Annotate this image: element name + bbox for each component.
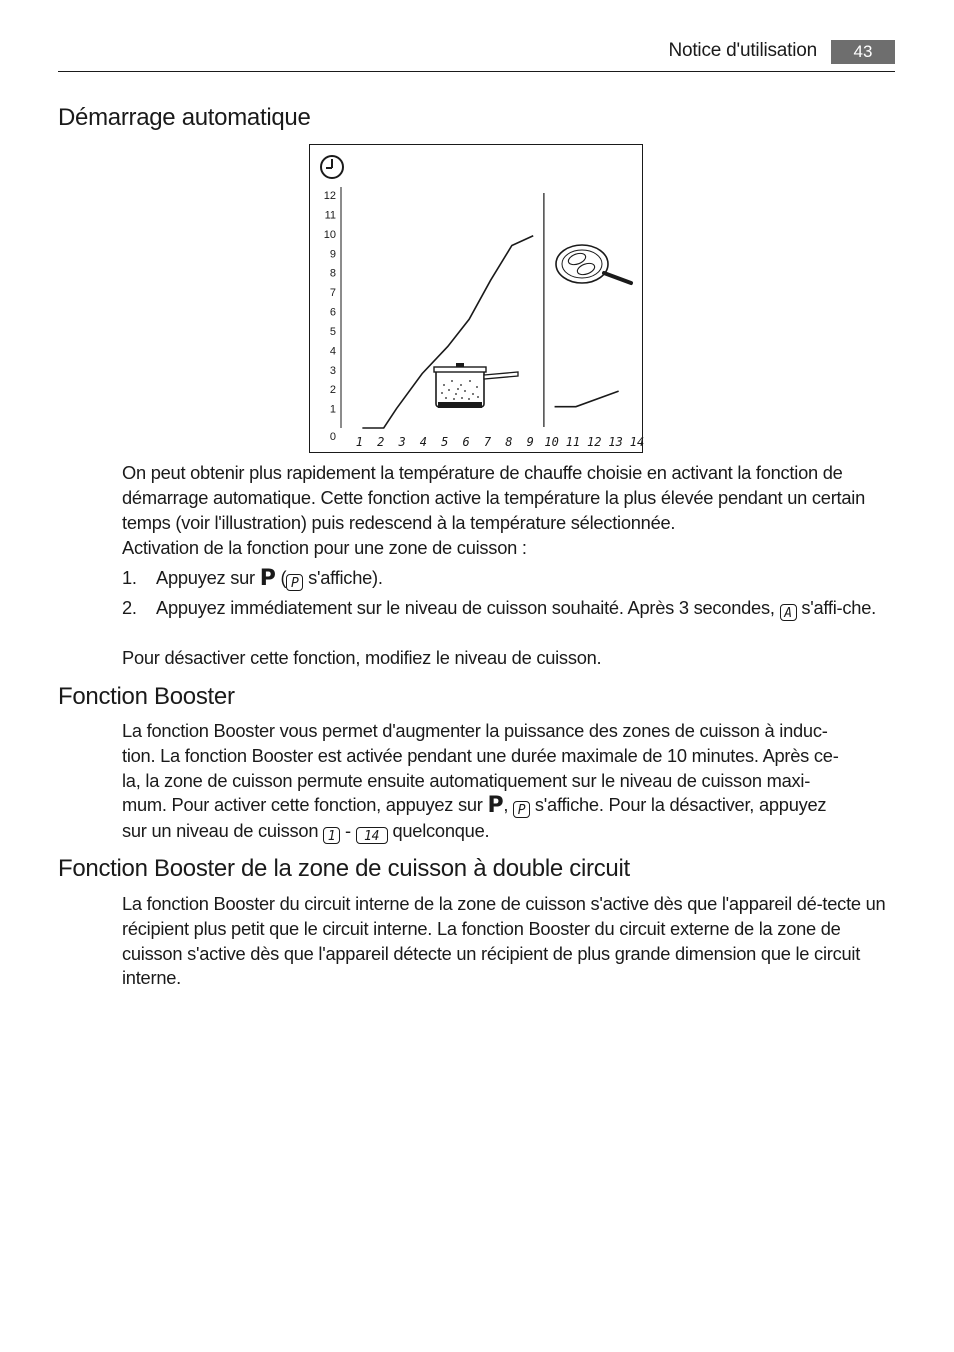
x-tick-label: 14 (629, 435, 644, 449)
y-tick-label: 2 (329, 384, 336, 397)
display-a-icon: A (780, 604, 797, 621)
booster-key-icon: P (259, 566, 276, 591)
display-level-max-icon: 14 (356, 827, 388, 844)
step-2-text-before: Appuyez immédiatement sur le niveau de cuisson souhaité. Après 3 secondes, (156, 597, 775, 618)
x-tick-labels (356, 435, 644, 449)
y-tick-label: 6 (329, 306, 336, 319)
y-tick-label: 12 (323, 190, 336, 202)
x-tick-label: 8 (505, 435, 513, 449)
booster-line-4-after: s'affiche. Pour la désactiver, appuyez (534, 794, 827, 816)
heading-booster: Fonction Booster (58, 683, 235, 710)
booster-line-4 (122, 793, 892, 819)
x-tick-label: 11 (565, 435, 581, 449)
x-tick-label: 5 (441, 435, 449, 449)
heading-double-circuit: Fonction Booster de la zone de cuisson à double circuit (58, 855, 630, 882)
step-1-number: 1. (122, 567, 137, 588)
display-level-min-icon: 1 (323, 827, 340, 844)
step-1-text-before: Appuyez sur (156, 567, 255, 588)
x-tick-label: 9 (526, 435, 534, 449)
heading-demarrage: Démarrage automatique (58, 104, 311, 131)
y-tick-label: 8 (329, 267, 336, 280)
y-tick-label: 3 (329, 364, 336, 377)
booster-line-5-before: sur un niveau de cuisson (122, 820, 319, 842)
x-tick-label: 10 (544, 435, 559, 449)
y-tick-label: 10 (323, 228, 336, 241)
deactivate-text: Pour désactiver cette fonction, modifiez le niveau de cuisson. (122, 647, 602, 668)
y-tick-label: 4 (329, 345, 336, 358)
x-tick-label: 1 (355, 435, 363, 449)
header-title: Notice d'utilisation (668, 40, 817, 61)
booster-dash: - (344, 820, 351, 842)
frying-pan-icon (556, 245, 631, 283)
demarrage-paragraph: On peut obtenir plus rapidement la température de chauffe choisie en activant la fonction de démarrage automatique. Cette fonction active la température la plus élevée pendant un certain temps (voir l'illustration) puis redescend à la température sélectionnée. (122, 462, 866, 533)
double-circuit-paragraph: La fonction Booster du circuit interne de la zone de cuisson s'active dès que l'appareil dé-tecte un récipient plus petit que le circuit interne. La fonction Booster du circuit externe de la zone de cuisson s'active dès que l'appareil détecte un récipient de plus grande dimension que le circuit interne. (122, 893, 886, 989)
step-2-text-after: s'affi-che. (801, 597, 876, 618)
x-tick-label: 13 (608, 435, 623, 449)
booster-comma: , (503, 794, 509, 816)
step-1-paren: ( (280, 567, 287, 588)
booster-line-2: tion. La fonction Booster est activée pendant une durée maximale de 10 minutes. Après ce- (122, 744, 839, 766)
step-2-number: 2. (122, 597, 137, 618)
clock-icon (321, 156, 343, 178)
chart-svg (310, 145, 644, 454)
y-tick-label: 9 (329, 248, 336, 261)
x-tick-label: 3 (398, 435, 406, 449)
step-1-text-after: s'affiche). (308, 567, 383, 588)
page-number: 43 (831, 40, 895, 64)
display-p-icon: P (513, 801, 530, 818)
page-header (58, 38, 895, 72)
booster-paragraph (122, 719, 892, 844)
x-tick-label: 2 (377, 435, 385, 449)
y-tick-label: 1 (329, 403, 336, 416)
y-tick-label: 5 (329, 325, 336, 338)
y-tick-label: 11 (324, 209, 336, 222)
x-tick-label: 12 (587, 435, 602, 449)
x-tick-label: 7 (483, 435, 492, 449)
booster-line-4-before: mum. Pour activer cette fonction, appuyez sur (122, 794, 483, 816)
booster-line-5-after: quelconque. (392, 820, 490, 842)
display-p-icon: P (286, 574, 303, 591)
activation-intro: Activation de la fonction pour une zone de cuisson : (122, 537, 527, 558)
x-tick-label: 4 (419, 435, 428, 449)
pot-icon (434, 363, 518, 408)
y-tick-label: 0 (329, 431, 336, 443)
y-tick-labels (324, 190, 336, 443)
series-line-2 (555, 391, 619, 407)
booster-line-1: La fonction Booster vous permet d'augmenter la puissance des zones de cuisson à induc- (122, 720, 828, 741)
booster-key-icon: P (487, 793, 504, 819)
auto-start-chart (309, 144, 643, 453)
booster-line-3: la, la zone de cuisson permute ensuite automatiquement sur le niveau de cuisson maxi- (122, 769, 811, 791)
booster-line-5 (122, 819, 892, 844)
y-tick-label: 7 (329, 287, 336, 300)
x-tick-label: 6 (462, 435, 470, 449)
